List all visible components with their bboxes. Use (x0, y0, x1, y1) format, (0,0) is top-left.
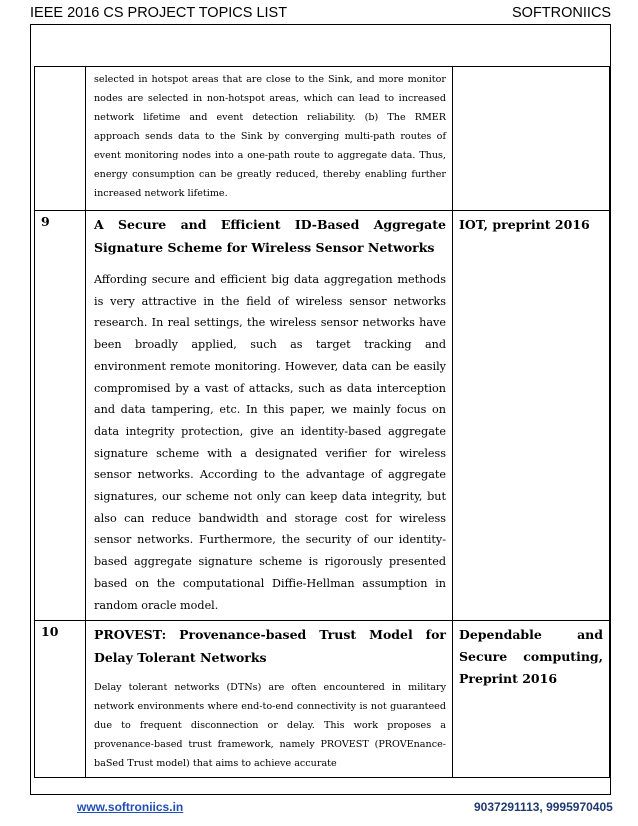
row-number: 9 (35, 211, 86, 621)
row-description (86, 621, 453, 778)
row-number: 10 (35, 621, 86, 778)
table-row (35, 67, 610, 211)
row-abstract: Delay tolerant networks (DTNs) are often encountered in military network environments where end-to-end connectivity is not guaranteed due to frequent disconnection or delay. This work proposes a provenance-based trust framework, namely PROVEST (PROVEnance-baSed Trust model) that aims to achieve accurate (94, 682, 446, 770)
table-row (35, 211, 610, 621)
row-abstract: selected in hotspot areas that are close to the Sink, and more monitor nodes are selected in non-hotspot areas, which can lead to increased network lifetime and event detection reliability. (b) The RMER approach sends data to the Sink by converging multi-path routes of event monitoring nodes into a one-path route to aggregate data. Thus, energy consumption can be greatly reduced, thereby enabling further increased network lifetime. (94, 74, 446, 199)
row-number (35, 67, 86, 211)
row-venue: IOT, preprint 2016 (453, 211, 610, 621)
table-row (35, 621, 610, 778)
row-title: A Secure and Efficient ID-Based Aggregate Signature Scheme for Wireless Sensor Networks (94, 217, 446, 255)
projects-table (34, 66, 610, 778)
footer-website-link[interactable]: www.softroniics.in (77, 800, 184, 814)
row-description (86, 211, 453, 621)
header-title: IEEE 2016 CS PROJECT TOPICS LIST (30, 5, 288, 21)
footer-phones: 9037291113, 9995970405 (474, 800, 613, 814)
row-description (86, 67, 453, 211)
row-venue (453, 67, 610, 211)
row-venue: Dependable and Secure computing, Preprint 2016 (453, 621, 610, 778)
header-company: SOFTRONIICS (512, 5, 612, 21)
row-title: PROVEST: Provenance-based Trust Model for Delay Tolerant Networks (94, 627, 446, 666)
row-abstract: Affording secure and efficient big data aggregation methods is very attractive in the field of wireless sensor networks research. In real settings, the wireless sensor networks have been broadly applied, such as target tracking and environment remote monitoring. However, data can be easily compromised by a vast of attacks, such as data interception and data tampering, etc. In this paper, we mainly focus on data integrity protection, give an identity-based aggregate signature scheme with a designated verifier for wireless sensor networks. According to the advantage of aggregate signatures, our scheme not only can keep data integrity, but also can reduce bandwidth and storage cost for wireless sensor networks. Furthermore, the security of our identity-based aggregate signature scheme is rigorously presented based on the computational Diffie-Hellman assumption in random oracle model. (94, 273, 446, 612)
